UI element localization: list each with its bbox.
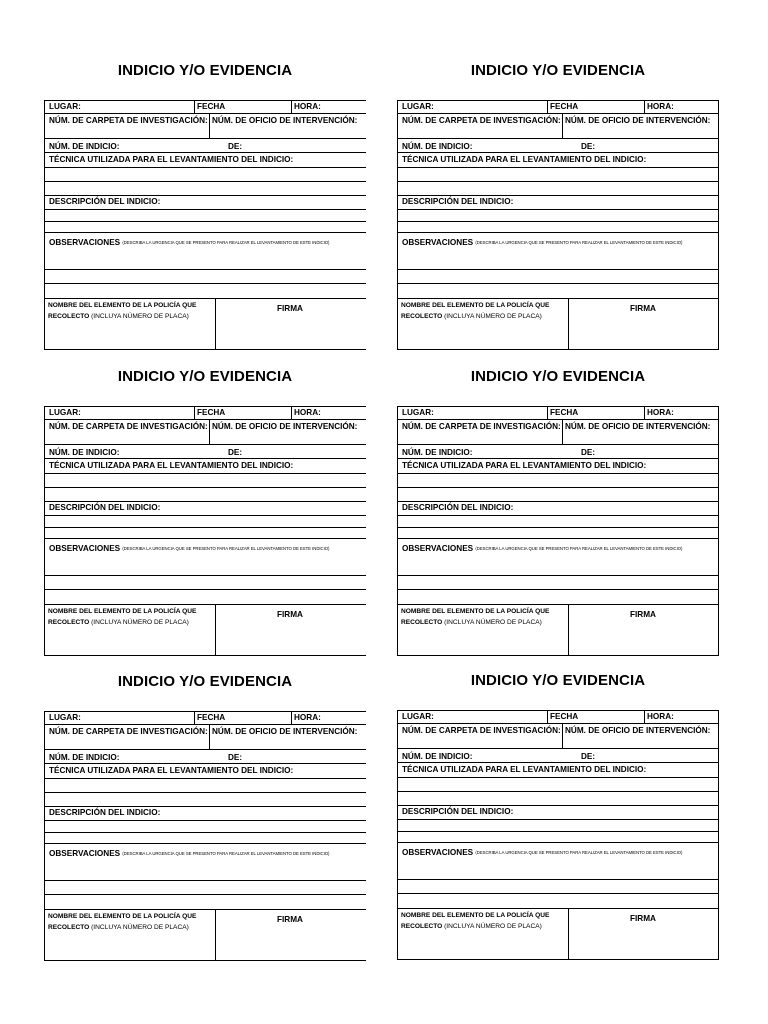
carpeta-label: NÚM. DE CARPETA DE INVESTIGACIÓN: xyxy=(402,422,561,431)
row-line xyxy=(45,527,366,528)
cell-divider xyxy=(209,724,210,749)
row-line xyxy=(45,473,366,474)
card-title: INDICIO Y/O EVIDENCIA xyxy=(470,62,646,79)
row-line xyxy=(45,575,366,576)
row-line xyxy=(398,152,718,153)
row-line xyxy=(398,444,718,445)
row-line xyxy=(45,221,366,222)
indicio-de-label: DE: xyxy=(228,753,243,762)
cell-divider xyxy=(194,407,195,419)
row-line xyxy=(398,589,718,590)
row-line xyxy=(45,538,366,539)
row-line xyxy=(398,575,718,576)
evidence-form-table xyxy=(397,710,719,960)
officer-name-line2-bold: RECOLECTO xyxy=(401,313,443,320)
officer-name-label xyxy=(48,911,196,933)
cell-divider xyxy=(291,101,292,113)
row-line xyxy=(45,604,366,605)
oficio-label: NÚM. DE OFICIO DE INTERVENCIÓN: xyxy=(565,116,711,125)
row-line xyxy=(398,269,718,270)
officer-name-line2-bold: RECOLECTO xyxy=(401,923,443,930)
row-line xyxy=(398,777,718,778)
firma-label: FIRMA xyxy=(630,914,656,923)
lugar-label: LUGAR: xyxy=(402,102,434,111)
cell-divider xyxy=(194,712,195,724)
row-line xyxy=(45,778,366,779)
observaciones-label xyxy=(49,849,329,859)
cell-divider xyxy=(291,712,292,724)
indicio-number-label: NÚM. DE INDICIO: xyxy=(402,142,473,151)
observaciones-note: (DESCRIBA LA URGENCIA QUE SE PRESENTO PARA REALIZAR EL LEVANTAMIENTO DE ESTE INDICIO) xyxy=(122,851,330,856)
officer-name-label xyxy=(401,606,549,628)
row-line xyxy=(398,419,718,420)
officer-name-line2-rest: (INCLUYA NÚMERO DE PLACA) xyxy=(442,313,542,320)
lugar-label: LUGAR: xyxy=(402,712,434,721)
indicio-de-label: DE: xyxy=(228,142,243,151)
row-line xyxy=(398,181,718,182)
firma-label: FIRMA xyxy=(630,304,656,313)
lugar-label: LUGAR: xyxy=(49,408,81,417)
row-line xyxy=(398,879,718,880)
lugar-label: LUGAR: xyxy=(402,408,434,417)
fecha-label: FECHA xyxy=(197,408,226,417)
indicio-de-label: DE: xyxy=(228,448,243,457)
carpeta-label: NÚM. DE CARPETA DE INVESTIGACIÓN: xyxy=(49,727,208,736)
oficio-label: NÚM. DE OFICIO DE INTERVENCIÓN: xyxy=(565,726,711,735)
observaciones-note: (DESCRIBA LA URGENCIA QUE SE PRESENTO PARA REALIZAR EL LEVANTAMIENTO DE ESTE INDICIO) xyxy=(475,546,683,551)
row-line xyxy=(45,283,366,284)
carpeta-label: NÚM. DE CARPETA DE INVESTIGACIÓN: xyxy=(49,422,208,431)
evidence-form-table xyxy=(44,711,366,961)
cell-divider xyxy=(547,407,548,419)
row-line xyxy=(45,820,366,821)
indicio-number-label: NÚM. DE INDICIO: xyxy=(49,142,120,151)
hora-label: HORA: xyxy=(294,713,321,722)
evidence-form-table xyxy=(44,100,366,350)
evidence-form-table xyxy=(397,100,719,350)
cell-divider xyxy=(562,419,563,444)
cell-divider xyxy=(644,101,645,113)
carpeta-label: NÚM. DE CARPETA DE INVESTIGACIÓN: xyxy=(402,116,561,125)
row-line xyxy=(45,269,366,270)
row-line xyxy=(398,209,718,210)
oficio-label: NÚM. DE OFICIO DE INTERVENCIÓN: xyxy=(212,422,358,431)
indicio-number-label: NÚM. DE INDICIO: xyxy=(49,753,120,762)
officer-name-label xyxy=(48,300,196,322)
row-line xyxy=(45,138,366,139)
observaciones-label xyxy=(402,238,682,248)
observaciones-label xyxy=(49,544,329,554)
descripcion-label: DESCRIPCIÓN DEL INDICIO: xyxy=(402,197,514,206)
row-line xyxy=(45,487,366,488)
officer-name-line2-rest: (INCLUYA NÚMERO DE PLACA) xyxy=(442,923,542,930)
oficio-label: NÚM. DE OFICIO DE INTERVENCIÓN: xyxy=(212,116,358,125)
fecha-label: FECHA xyxy=(197,102,226,111)
indicio-de-label: DE: xyxy=(581,142,596,151)
descripcion-label: DESCRIPCIÓN DEL INDICIO: xyxy=(49,808,161,817)
card-title: INDICIO Y/O EVIDENCIA xyxy=(117,62,293,79)
tecnica-label: TÉCNICA UTILIZADA PARA EL LEVANTAMIENTO DEL INDICIO: xyxy=(402,461,647,470)
row-line xyxy=(45,209,366,210)
row-line xyxy=(398,791,718,792)
row-line xyxy=(45,832,366,833)
officer-name-line2-rest: (INCLUYA NÚMERO DE PLACA) xyxy=(442,619,542,626)
row-line xyxy=(398,762,718,763)
row-line xyxy=(398,908,718,909)
observaciones-label xyxy=(402,544,682,554)
evidence-form-table xyxy=(397,406,719,656)
tecnica-label: TÉCNICA UTILIZADA PARA EL LEVANTAMIENTO DEL INDICIO: xyxy=(49,766,294,775)
observaciones-title: OBSERVACIONES xyxy=(402,544,474,553)
officer-name-line2-rest: (INCLUYA NÚMERO DE PLACA) xyxy=(89,619,189,626)
descripcion-label: DESCRIPCIÓN DEL INDICIO: xyxy=(402,503,514,512)
row-line xyxy=(45,749,366,750)
row-line xyxy=(398,232,718,233)
officer-name-line2-bold: RECOLECTO xyxy=(401,619,443,626)
row-line xyxy=(398,805,718,806)
hora-label: HORA: xyxy=(294,102,321,111)
fecha-label: FECHA xyxy=(197,713,226,722)
row-line xyxy=(398,819,718,820)
oficio-label: NÚM. DE OFICIO DE INTERVENCIÓN: xyxy=(212,727,358,736)
observaciones-title: OBSERVACIONES xyxy=(402,238,474,247)
row-line xyxy=(398,221,718,222)
row-line xyxy=(398,842,718,843)
fecha-label: FECHA xyxy=(550,712,579,721)
oficio-label: NÚM. DE OFICIO DE INTERVENCIÓN: xyxy=(565,422,711,431)
row-line xyxy=(398,195,718,196)
row-line xyxy=(45,458,366,459)
row-line xyxy=(398,473,718,474)
cell-divider xyxy=(291,407,292,419)
tecnica-label: TÉCNICA UTILIZADA PARA EL LEVANTAMIENTO DEL INDICIO: xyxy=(402,765,647,774)
row-line xyxy=(398,167,718,168)
fecha-label: FECHA xyxy=(550,408,579,417)
row-line xyxy=(398,138,718,139)
fecha-label: FECHA xyxy=(550,102,579,111)
observaciones-note: (DESCRIBA LA URGENCIA QUE SE PRESENTO PARA REALIZAR EL LEVANTAMIENTO DE ESTE INDICIO) xyxy=(122,546,330,551)
officer-name-line2-bold: RECOLECTO xyxy=(48,619,90,626)
row-line xyxy=(398,893,718,894)
carpeta-label: NÚM. DE CARPETA DE INVESTIGACIÓN: xyxy=(402,726,561,735)
firma-label: FIRMA xyxy=(630,610,656,619)
observaciones-title: OBSERVACIONES xyxy=(402,848,474,857)
observaciones-note: (DESCRIBA LA URGENCIA QUE SE PRESENTO PARA REALIZAR EL LEVANTAMIENTO DE ESTE INDICIO) xyxy=(475,240,683,245)
descripcion-label: DESCRIPCIÓN DEL INDICIO: xyxy=(49,503,161,512)
row-line xyxy=(45,152,366,153)
descripcion-label: DESCRIPCIÓN DEL INDICIO: xyxy=(49,197,161,206)
row-line xyxy=(45,843,366,844)
officer-name-line1: NOMBRE DEL ELEMENTO DE LA POLICÍA QUE xyxy=(48,608,197,615)
tecnica-label: TÉCNICA UTILIZADA PARA EL LEVANTAMIENTO DEL INDICIO: xyxy=(49,461,294,470)
indicio-number-label: NÚM. DE INDICIO: xyxy=(49,448,120,457)
carpeta-label: NÚM. DE CARPETA DE INVESTIGACIÓN: xyxy=(49,116,208,125)
indicio-de-label: DE: xyxy=(581,752,596,761)
cell-divider xyxy=(209,113,210,138)
officer-name-line2-rest: (INCLUYA NÚMERO DE PLACA) xyxy=(89,924,189,931)
lugar-label: LUGAR: xyxy=(49,713,81,722)
row-line xyxy=(398,487,718,488)
cell-divider xyxy=(547,101,548,113)
indicio-number-label: NÚM. DE INDICIO: xyxy=(402,448,473,457)
hora-label: HORA: xyxy=(647,712,674,721)
row-line xyxy=(45,515,366,516)
row-line xyxy=(45,298,366,299)
row-line xyxy=(45,113,366,114)
row-line xyxy=(398,501,718,502)
card-title: INDICIO Y/O EVIDENCIA xyxy=(117,673,293,690)
cell-divider xyxy=(644,407,645,419)
card-title: INDICIO Y/O EVIDENCIA xyxy=(470,672,646,689)
officer-name-label xyxy=(401,910,549,932)
row-line xyxy=(398,831,718,832)
row-line xyxy=(45,167,366,168)
row-line xyxy=(398,604,718,605)
row-line xyxy=(45,501,366,502)
descripcion-label: DESCRIPCIÓN DEL INDICIO: xyxy=(402,807,514,816)
row-line xyxy=(398,748,718,749)
indicio-de-label: DE: xyxy=(581,448,596,457)
officer-name-line2-bold: RECOLECTO xyxy=(48,924,90,931)
observaciones-title: OBSERVACIONES xyxy=(49,544,121,553)
observaciones-title: OBSERVACIONES xyxy=(49,849,121,858)
row-line xyxy=(398,458,718,459)
officer-name-line2-bold: RECOLECTO xyxy=(48,313,90,320)
officer-name-line1: NOMBRE DEL ELEMENTO DE LA POLICÍA QUE xyxy=(401,912,550,919)
row-line xyxy=(398,283,718,284)
row-line xyxy=(45,909,366,910)
row-line xyxy=(398,515,718,516)
row-line xyxy=(398,298,718,299)
evidence-form-table xyxy=(44,406,366,656)
observaciones-note: (DESCRIBA LA URGENCIA QUE SE PRESENTO PARA REALIZAR EL LEVANTAMIENTO DE ESTE INDICIO) xyxy=(122,240,330,245)
cell-divider xyxy=(562,723,563,748)
tecnica-label: TÉCNICA UTILIZADA PARA EL LEVANTAMIENTO DEL INDICIO: xyxy=(402,155,647,164)
row-line xyxy=(45,792,366,793)
officer-name-label xyxy=(401,300,549,322)
observaciones-label xyxy=(49,238,329,248)
cell-divider xyxy=(547,711,548,723)
row-line xyxy=(45,806,366,807)
row-line xyxy=(398,723,718,724)
firma-label: FIRMA xyxy=(277,610,303,619)
row-line xyxy=(398,538,718,539)
firma-label: FIRMA xyxy=(277,304,303,313)
officer-name-label xyxy=(48,606,196,628)
officer-name-line1: NOMBRE DEL ELEMENTO DE LA POLICÍA QUE xyxy=(48,913,197,920)
officer-name-line1: NOMBRE DEL ELEMENTO DE LA POLICÍA QUE xyxy=(401,302,550,309)
row-line xyxy=(45,589,366,590)
hora-label: HORA: xyxy=(647,408,674,417)
cell-divider xyxy=(644,711,645,723)
row-line xyxy=(45,724,366,725)
row-line xyxy=(398,527,718,528)
cell-divider xyxy=(209,419,210,444)
row-line xyxy=(45,880,366,881)
row-line xyxy=(45,195,366,196)
hora-label: HORA: xyxy=(294,408,321,417)
indicio-number-label: NÚM. DE INDICIO: xyxy=(402,752,473,761)
observaciones-label xyxy=(402,848,682,858)
row-line xyxy=(398,113,718,114)
row-line xyxy=(45,894,366,895)
officer-name-line1: NOMBRE DEL ELEMENTO DE LA POLICÍA QUE xyxy=(48,302,197,309)
officer-name-line1: NOMBRE DEL ELEMENTO DE LA POLICÍA QUE xyxy=(401,608,550,615)
cell-divider xyxy=(562,113,563,138)
officer-name-line2-rest: (INCLUYA NÚMERO DE PLACA) xyxy=(89,313,189,320)
lugar-label: LUGAR: xyxy=(49,102,81,111)
firma-label: FIRMA xyxy=(277,915,303,924)
cell-divider xyxy=(194,101,195,113)
tecnica-label: TÉCNICA UTILIZADA PARA EL LEVANTAMIENTO DEL INDICIO: xyxy=(49,155,294,164)
row-line xyxy=(45,763,366,764)
card-title: INDICIO Y/O EVIDENCIA xyxy=(470,368,646,385)
row-line xyxy=(45,232,366,233)
card-title: INDICIO Y/O EVIDENCIA xyxy=(117,368,293,385)
observaciones-title: OBSERVACIONES xyxy=(49,238,121,247)
row-line xyxy=(45,419,366,420)
hora-label: HORA: xyxy=(647,102,674,111)
row-line xyxy=(45,444,366,445)
row-line xyxy=(45,181,366,182)
observaciones-note: (DESCRIBA LA URGENCIA QUE SE PRESENTO PARA REALIZAR EL LEVANTAMIENTO DE ESTE INDICIO) xyxy=(475,850,683,855)
